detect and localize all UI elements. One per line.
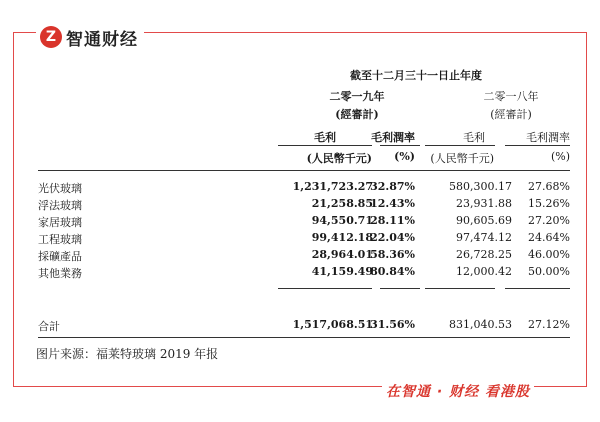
gp-2018: 580,300.17 (449, 180, 512, 193)
row-label: 浮法玻璃 (38, 199, 82, 212)
margin-2018: 46.00% (528, 248, 570, 261)
gp-2019: 1,231,723.27 (292, 180, 373, 193)
gp-2019: 28,964.01 (311, 248, 373, 261)
year-2018-label: 二零一八年 (483, 90, 539, 103)
gp-2018: 90,605.69 (456, 214, 512, 227)
total-label: 合計 (38, 320, 60, 333)
margin-2019: 22.04% (370, 231, 415, 244)
subtotal-rule-col4 (505, 288, 570, 289)
logo (36, 24, 144, 50)
margin-2018: 50.00% (528, 265, 570, 278)
logo-mark-icon: Z (40, 26, 62, 48)
table-bottom-rule (38, 337, 570, 338)
table-row (38, 231, 570, 248)
total-row (38, 318, 570, 335)
period-header: 截至十二月三十一日止年度 (350, 69, 482, 82)
margin-2019: 58.36% (370, 248, 415, 261)
margin-2018: 15.26% (528, 197, 570, 210)
margin-2018: 27.68% (528, 180, 570, 193)
gp-2019: 21,258.85 (311, 197, 373, 210)
margin-2018: 24.64% (528, 231, 570, 244)
table-row (38, 180, 570, 197)
gp-2018: 12,000.42 (456, 265, 512, 278)
subtotal-rule-col2 (380, 288, 420, 289)
gp-2018: 97,474.12 (456, 231, 512, 244)
subtotal-rule-col1 (278, 288, 372, 289)
table-row (38, 248, 570, 265)
rule-col4 (505, 145, 570, 146)
table-row (38, 214, 570, 231)
row-label: 其他業務 (38, 267, 82, 280)
year-2019-label: 二零一九年 (329, 90, 385, 103)
total-margin-2018: 27.12% (528, 318, 570, 331)
total-gp-2019: 1,517,068.51 (292, 318, 373, 331)
rule-col3 (425, 145, 495, 146)
unit-pct-2018: (%) (550, 150, 570, 163)
col-gross-profit-2018: 毛利 (463, 131, 485, 144)
margin-2019: 32.87% (370, 180, 415, 193)
table-header-rule (38, 170, 570, 171)
gp-2019: 94,550.71 (311, 214, 373, 227)
margin-2019: 12.43% (370, 197, 415, 210)
table-row (38, 197, 570, 214)
col-margin-2019: 毛利潤率 (371, 131, 415, 144)
rule-col1 (278, 145, 372, 146)
audited-2019-label: (經審計) (335, 108, 379, 121)
unit-rmb-2018: (人民幣千元) (430, 152, 494, 165)
total-gp-2018: 831,040.53 (449, 318, 512, 331)
gp-2019: 41,159.49 (311, 265, 373, 278)
col-margin-2018: 毛利潤率 (526, 131, 570, 144)
gp-2018: 26,728.25 (456, 248, 512, 261)
total-margin-2019: 31.56% (370, 318, 415, 331)
audited-2018-label: (經審計) (490, 108, 532, 121)
source-caption: 图片来源：福莱特玻璃 2019 年报 (36, 347, 219, 361)
gp-2019: 99,412.18 (311, 231, 373, 244)
brand-watermark: 在智通 · 财经 看港股 (382, 381, 534, 399)
margin-2018: 27.20% (528, 214, 570, 227)
unit-rmb-2019: (人民幣千元) (306, 152, 372, 165)
col-gross-profit-2019: 毛利 (314, 131, 336, 144)
margin-2019: 28.11% (370, 214, 415, 227)
subtotal-rule-col3 (425, 288, 495, 289)
table-row (38, 265, 570, 282)
logo-text: 智通财经 (66, 29, 138, 50)
row-label: 採礦產品 (38, 250, 82, 263)
row-label: 光伏玻璃 (38, 182, 82, 195)
unit-pct-2019: (%) (394, 150, 415, 163)
rule-col2 (380, 145, 420, 146)
margin-2019: 80.84% (370, 265, 415, 278)
gp-2018: 23,931.88 (456, 197, 512, 210)
row-label: 家居玻璃 (38, 216, 82, 229)
row-label: 工程玻璃 (38, 233, 82, 246)
